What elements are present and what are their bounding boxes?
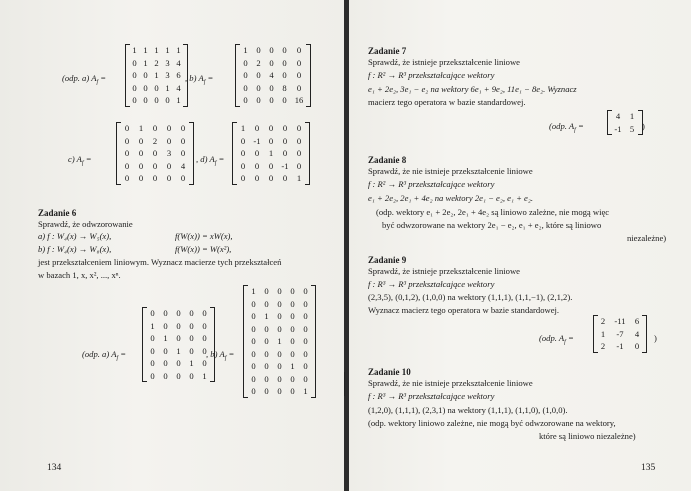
matrix-cell: 0 bbox=[189, 308, 194, 318]
matrix-cell: 2 bbox=[152, 135, 158, 146]
matrix-cell: 0 bbox=[282, 123, 288, 133]
matrix-cell: -1 bbox=[614, 123, 622, 134]
matrix-cell: 0 bbox=[150, 358, 155, 368]
matrix-cell: 0 bbox=[277, 286, 282, 296]
matrix-cell: 0 bbox=[240, 160, 246, 171]
right-page bbox=[349, 0, 691, 491]
z8-text-line6: niezależne) bbox=[627, 233, 667, 243]
matrix-cell: 2 bbox=[256, 57, 261, 68]
matrix-cell: 0 bbox=[251, 298, 256, 309]
matrix-cell: 0 bbox=[152, 148, 158, 158]
matrix-cell: 0 bbox=[264, 373, 269, 384]
matrix-answer-c bbox=[116, 122, 194, 185]
z8-text-line4: (odp. wektory e₁ + 2e₂, 2e₁ + 4e₂ są liniowo zależne, nie mogą więc bbox=[376, 207, 610, 217]
matrix-cell: 6 bbox=[634, 316, 640, 326]
matrix-cell: 1 bbox=[296, 173, 302, 183]
matrix-cell: 1 bbox=[600, 328, 606, 339]
z6-matrix-answer-b bbox=[243, 285, 316, 398]
matrix-cell: 0 bbox=[138, 160, 144, 171]
z6-title: Zadanie 6 bbox=[38, 208, 77, 218]
matrix-cell: 0 bbox=[634, 341, 640, 351]
matrix-cell: 0 bbox=[150, 308, 155, 318]
matrix-cell: 5 bbox=[629, 123, 635, 134]
page-number-right: 135 bbox=[641, 463, 656, 473]
matrix-cell: 0 bbox=[303, 286, 308, 296]
matrix-cell: 0 bbox=[269, 82, 274, 93]
matrix-cell: 0 bbox=[251, 323, 256, 334]
matrix-cell: 1 bbox=[240, 123, 246, 133]
matrix-cell: 0 bbox=[282, 173, 288, 183]
matrix-cell: 0 bbox=[296, 57, 302, 68]
matrix-cell: 0 bbox=[277, 386, 282, 396]
matrix-cell: 0 bbox=[282, 57, 287, 68]
matrix-cell: 0 bbox=[256, 70, 261, 80]
matrix-cell: 0 bbox=[124, 135, 130, 146]
z9-answer-label: (odp. $A_f$ = bbox=[539, 333, 574, 346]
matrix-cell: 1 bbox=[138, 123, 144, 133]
matrix-cell: 1 bbox=[303, 386, 308, 396]
matrix-cell: 1 bbox=[163, 333, 168, 343]
matrix-cell: 0 bbox=[243, 70, 248, 80]
matrix-cell: 0 bbox=[143, 95, 148, 105]
matrix-cell: 1 bbox=[243, 45, 248, 55]
matrix-cell: 2 bbox=[600, 316, 606, 326]
matrix-cell: 0 bbox=[282, 135, 288, 146]
matrix-cell: 1 bbox=[150, 320, 155, 331]
matrix-cell: 0 bbox=[264, 336, 269, 346]
matrix-cell: -11 bbox=[614, 316, 626, 326]
matrix-cell: 0 bbox=[303, 348, 308, 359]
matrix-cell: 0 bbox=[166, 173, 172, 183]
z10-text-line4: (odp. wektory liniowo zależne, nie mogą być odwzorowane na wektory, bbox=[368, 418, 616, 428]
matrix-answer-b bbox=[235, 44, 311, 107]
matrix-cell: 0 bbox=[150, 333, 155, 343]
matrix-cell: 0 bbox=[282, 148, 288, 158]
matrix-cell: 0 bbox=[268, 123, 274, 133]
matrix-cell: 3 bbox=[165, 70, 170, 80]
matrix-cell: 0 bbox=[150, 370, 155, 381]
z10-title: Zadanie 10 bbox=[368, 367, 411, 377]
matrix-cell: 0 bbox=[296, 160, 302, 171]
z9-text-line1: Sprawdź, że istnieje przekształcenie liniowe bbox=[368, 266, 520, 276]
matrix-cell: 0 bbox=[240, 135, 246, 146]
matrix-cell: 1 bbox=[202, 370, 207, 381]
matrix-cell: 1 bbox=[154, 70, 159, 80]
matrix-cell: 0 bbox=[189, 345, 194, 356]
z6-text-line1: Sprawdź, że odwzorowanie bbox=[38, 219, 133, 229]
matrix-cell: 4 bbox=[269, 70, 274, 80]
matrix-cell: 0 bbox=[243, 57, 248, 68]
matrix-cell: 1 bbox=[268, 148, 274, 158]
matrix-cell: 0 bbox=[277, 361, 282, 371]
matrix-cell: 0 bbox=[189, 320, 194, 331]
matrix-cell: 0 bbox=[176, 320, 181, 331]
matrix-cell: 4 bbox=[634, 328, 640, 339]
matrix-cell: 0 bbox=[268, 160, 274, 171]
matrix-cell: 0 bbox=[189, 370, 194, 381]
matrix-cell: 1 bbox=[189, 358, 194, 368]
matrix-cell: 1 bbox=[143, 45, 148, 55]
matrix-cell: 0 bbox=[163, 345, 168, 356]
z8-text-line3: e₁ + 2e₂, 2e₁ + 4e₂ na wektory 2e₁ − e₂, e₁ + e₂. bbox=[368, 193, 533, 203]
matrix-cell: 0 bbox=[264, 298, 269, 309]
matrix-cell: 0 bbox=[165, 95, 170, 105]
matrix-cell: 0 bbox=[132, 82, 137, 93]
left-page bbox=[0, 0, 344, 491]
matrix-cell: 0 bbox=[268, 135, 274, 146]
z8-text-line2: f : R² → R³ przekształcające wektory bbox=[368, 179, 495, 189]
matrix-cell: 0 bbox=[124, 123, 130, 133]
matrix-cell: 0 bbox=[256, 82, 261, 93]
z6-text-line3b: f(W(x)) = W(x²), bbox=[175, 244, 232, 254]
matrix-cell: 0 bbox=[240, 148, 246, 158]
matrix-cell: 0 bbox=[277, 373, 282, 384]
page-number-left: 134 bbox=[47, 463, 62, 473]
matrix-cell: 0 bbox=[202, 358, 207, 368]
matrix-cell: 1 bbox=[277, 336, 282, 346]
z10-text-line2: f : R³ → R³ przekształcające wektory bbox=[368, 391, 495, 401]
z7-answer-label: (odp. $A_f$ = bbox=[549, 121, 584, 134]
z8-text-line1: Sprawdź, że nie istnieje przekształcenie liniowe bbox=[368, 166, 533, 176]
matrix-cell: 0 bbox=[264, 348, 269, 359]
matrix-cell: 0 bbox=[303, 323, 308, 334]
matrix-cell: 0 bbox=[290, 298, 295, 309]
matrix-cell: 0 bbox=[254, 123, 260, 133]
z8-text-line5: być odwzorowane na wektory 2e₁ − e₂, e₁ + e₂, które są liniowo bbox=[382, 220, 602, 230]
z7-text-line2: f : R² → R³ przekształcające wektory bbox=[368, 70, 495, 80]
matrix-cell: 0 bbox=[124, 160, 130, 171]
matrix-cell: 1 bbox=[176, 345, 181, 356]
matrix-cell: 0 bbox=[296, 70, 302, 80]
matrix-cell: 0 bbox=[264, 323, 269, 334]
matrix-cell: 0 bbox=[163, 308, 168, 318]
matrix-cell: 0 bbox=[243, 95, 248, 105]
matrix-cell: 1 bbox=[629, 111, 635, 121]
matrix-cell: 0 bbox=[303, 336, 308, 346]
matrix-cell: 0 bbox=[202, 320, 207, 331]
matrix-cell: 0 bbox=[189, 333, 194, 343]
matrix-cell: 16 bbox=[294, 95, 304, 105]
matrix-cell: 0 bbox=[277, 348, 282, 359]
matrix-cell: 0 bbox=[277, 323, 282, 334]
matrix-cell: -1 bbox=[616, 341, 624, 351]
matrix-cell: 0 bbox=[303, 311, 308, 321]
matrix-cell: 0 bbox=[290, 373, 295, 384]
z6-text-line2b: f(W(x)) = xW(x), bbox=[175, 231, 233, 241]
matrix-cell: 0 bbox=[269, 95, 274, 105]
answer-c-label: c) $A_f$ = bbox=[68, 154, 92, 167]
matrix-cell: 0 bbox=[296, 135, 302, 146]
matrix-cell: 0 bbox=[290, 348, 295, 359]
matrix-cell: 0 bbox=[202, 333, 207, 343]
matrix-cell: 0 bbox=[180, 135, 186, 146]
matrix-cell: 0 bbox=[176, 358, 181, 368]
matrix-cell: 1 bbox=[251, 286, 256, 296]
matrix-cell: 8 bbox=[282, 82, 287, 93]
z6-answer-b-label: , b) $A_f$ = bbox=[206, 349, 235, 362]
matrix-cell: 0 bbox=[251, 373, 256, 384]
matrix-cell: 0 bbox=[166, 135, 172, 146]
matrix-cell: 0 bbox=[251, 311, 256, 321]
matrix-cell: 0 bbox=[269, 57, 274, 68]
matrix-cell: 0 bbox=[163, 370, 168, 381]
z7-matrix bbox=[607, 110, 643, 135]
matrix-cell: 1 bbox=[154, 45, 159, 55]
z9-close-paren: ) bbox=[654, 333, 657, 343]
z9-matrix bbox=[593, 315, 647, 353]
matrix-cell: 0 bbox=[124, 173, 130, 183]
matrix-cell: 0 bbox=[256, 95, 261, 105]
z7-text-line3: e₁ + 2e₂, 3e₁ − e₂ na wektory 6e₁ + 9e₂, 11e₁ − 8e₂. Wyznacz bbox=[368, 84, 577, 94]
text-cursor-mark bbox=[344, 372, 345, 396]
matrix-cell: 0 bbox=[268, 173, 274, 183]
matrix-cell: 0 bbox=[176, 308, 181, 318]
matrix-cell: 0 bbox=[254, 148, 260, 158]
matrix-cell: 0 bbox=[202, 345, 207, 356]
answer-a-label: (odp. a) $A_f$ = bbox=[62, 73, 107, 86]
matrix-cell: 0 bbox=[166, 160, 172, 171]
matrix-cell: 0 bbox=[152, 173, 158, 183]
matrix-cell: 6 bbox=[176, 70, 181, 80]
matrix-cell: 0 bbox=[303, 361, 308, 371]
matrix-cell: 3 bbox=[165, 57, 170, 68]
matrix-cell: 0 bbox=[180, 173, 186, 183]
matrix-cell: 0 bbox=[277, 298, 282, 309]
matrix-cell: 0 bbox=[143, 82, 148, 93]
matrix-cell: 0 bbox=[138, 148, 144, 158]
z10-text-line3: (1,2,0), (1,1,1), (2,3,1) na wektory (1,1,1), (1,1,0), (1,0,0). bbox=[368, 405, 568, 415]
z9-text-line3: (2,3,5), (0,1,2), (1,0,0) na wektory (1,1,1), (1,1,−1), (2,1,2). bbox=[368, 292, 573, 302]
matrix-cell: 0 bbox=[296, 148, 302, 158]
matrix-cell: 0 bbox=[254, 173, 260, 183]
matrix-cell: 0 bbox=[124, 148, 130, 158]
matrix-cell: 0 bbox=[303, 298, 308, 309]
matrix-cell: 4 bbox=[176, 82, 181, 93]
matrix-cell: 0 bbox=[296, 45, 302, 55]
answer-d-label: , d) $A_f$ = bbox=[196, 154, 225, 167]
matrix-cell: 0 bbox=[290, 311, 295, 321]
matrix-cell: 1 bbox=[176, 45, 181, 55]
matrix-cell: 0 bbox=[163, 358, 168, 368]
matrix-cell: 0 bbox=[251, 386, 256, 396]
matrix-cell: 1 bbox=[132, 45, 137, 55]
matrix-answer-a bbox=[125, 44, 188, 107]
matrix-cell: 4 bbox=[180, 160, 186, 171]
matrix-cell: 0 bbox=[264, 361, 269, 371]
matrix-cell: 0 bbox=[132, 57, 137, 68]
z6-text-line3a: b) f : W₄(x) → W₈(x), bbox=[38, 244, 112, 254]
matrix-cell: 0 bbox=[143, 70, 148, 80]
matrix-cell: 4 bbox=[176, 57, 181, 68]
matrix-cell: 0 bbox=[176, 370, 181, 381]
matrix-cell: 3 bbox=[166, 148, 172, 158]
matrix-cell: 0 bbox=[296, 123, 302, 133]
z6-text-line2a: a) f : W₄(x) → W₅(x), bbox=[38, 231, 112, 241]
matrix-cell: 0 bbox=[303, 373, 308, 384]
z7-text-line4: macierz tego operatora w bazie standardowej. bbox=[368, 97, 526, 107]
matrix-cell: 0 bbox=[290, 323, 295, 334]
matrix-cell: 1 bbox=[264, 311, 269, 321]
matrix-cell: 0 bbox=[163, 320, 168, 331]
matrix-cell: -7 bbox=[616, 328, 624, 339]
matrix-cell: 0 bbox=[152, 160, 158, 171]
matrix-cell: 0 bbox=[264, 386, 269, 396]
z7-text-line1: Sprawdź, że istnieje przekształcenie liniowe bbox=[368, 57, 520, 67]
z6-text-line5: w bazach 1, x, x², ..., xⁿ. bbox=[38, 270, 121, 280]
matrix-cell: 0 bbox=[290, 336, 295, 346]
matrix-cell: -1 bbox=[281, 160, 289, 171]
z8-title: Zadanie 8 bbox=[368, 155, 407, 165]
matrix-cell: 1 bbox=[176, 95, 181, 105]
matrix-cell: 0 bbox=[290, 286, 295, 296]
matrix-cell: 0 bbox=[176, 333, 181, 343]
matrix-cell: 0 bbox=[180, 148, 186, 158]
matrix-cell: 0 bbox=[269, 45, 274, 55]
matrix-cell: 1 bbox=[290, 361, 295, 371]
z6-answer-a-label: (odp. a) $A_f$ = bbox=[82, 349, 127, 362]
matrix-cell: 0 bbox=[154, 95, 159, 105]
z7-title: Zadanie 7 bbox=[368, 46, 407, 56]
matrix-cell: 2 bbox=[154, 57, 159, 68]
matrix-cell: 0 bbox=[202, 308, 207, 318]
answer-b-label: , b) $A_f$ = bbox=[185, 73, 214, 86]
matrix-cell: 0 bbox=[254, 160, 260, 171]
matrix-cell: 1 bbox=[143, 57, 148, 68]
matrix-cell: 0 bbox=[251, 348, 256, 359]
matrix-cell: 0 bbox=[251, 336, 256, 346]
matrix-cell: 0 bbox=[243, 82, 248, 93]
z9-title: Zadanie 9 bbox=[368, 255, 407, 265]
matrix-cell: 0 bbox=[138, 173, 144, 183]
z9-text-line2: f : R³ → R³ przekształcające wektory bbox=[368, 279, 495, 289]
matrix-cell: 4 bbox=[615, 111, 621, 121]
matrix-cell: 1 bbox=[165, 82, 170, 93]
matrix-cell: 0 bbox=[256, 45, 261, 55]
matrix-cell: 0 bbox=[277, 311, 282, 321]
matrix-cell: -1 bbox=[253, 135, 261, 146]
matrix-cell: 0 bbox=[180, 123, 186, 133]
matrix-cell: 0 bbox=[152, 123, 158, 133]
matrix-cell: 0 bbox=[132, 95, 137, 105]
matrix-cell: 0 bbox=[251, 361, 256, 371]
matrix-cell: 1 bbox=[165, 45, 170, 55]
matrix-answer-d bbox=[232, 122, 310, 185]
matrix-cell: 0 bbox=[132, 70, 137, 80]
matrix-cell: 0 bbox=[150, 345, 155, 356]
z9-text-line4: Wyznacz macierz tego operatora w bazie standardowej. bbox=[368, 305, 560, 315]
matrix-cell: 0 bbox=[166, 123, 172, 133]
matrix-cell: 0 bbox=[138, 135, 144, 146]
matrix-cell: 2 bbox=[600, 341, 606, 351]
matrix-cell: 0 bbox=[282, 95, 287, 105]
z6-matrix-answer-a bbox=[142, 307, 215, 382]
matrix-cell: 0 bbox=[282, 70, 287, 80]
matrix-cell: 0 bbox=[290, 386, 295, 396]
z10-text-line5: które są liniowo niezależne) bbox=[539, 431, 636, 441]
z7-close-paren: ) bbox=[642, 121, 645, 131]
matrix-cell: 0 bbox=[264, 286, 269, 296]
matrix-cell: 0 bbox=[282, 45, 287, 55]
z10-text-line1: Sprawdź, że nie istnieje przekształcenie liniowe bbox=[368, 378, 533, 388]
z6-text-line4: jest przekształceniem liniowym. Wyznacz macierze tych przekształceń bbox=[38, 257, 282, 267]
matrix-cell: 0 bbox=[296, 82, 302, 93]
matrix-cell: 0 bbox=[240, 173, 246, 183]
matrix-cell: 0 bbox=[154, 82, 159, 93]
